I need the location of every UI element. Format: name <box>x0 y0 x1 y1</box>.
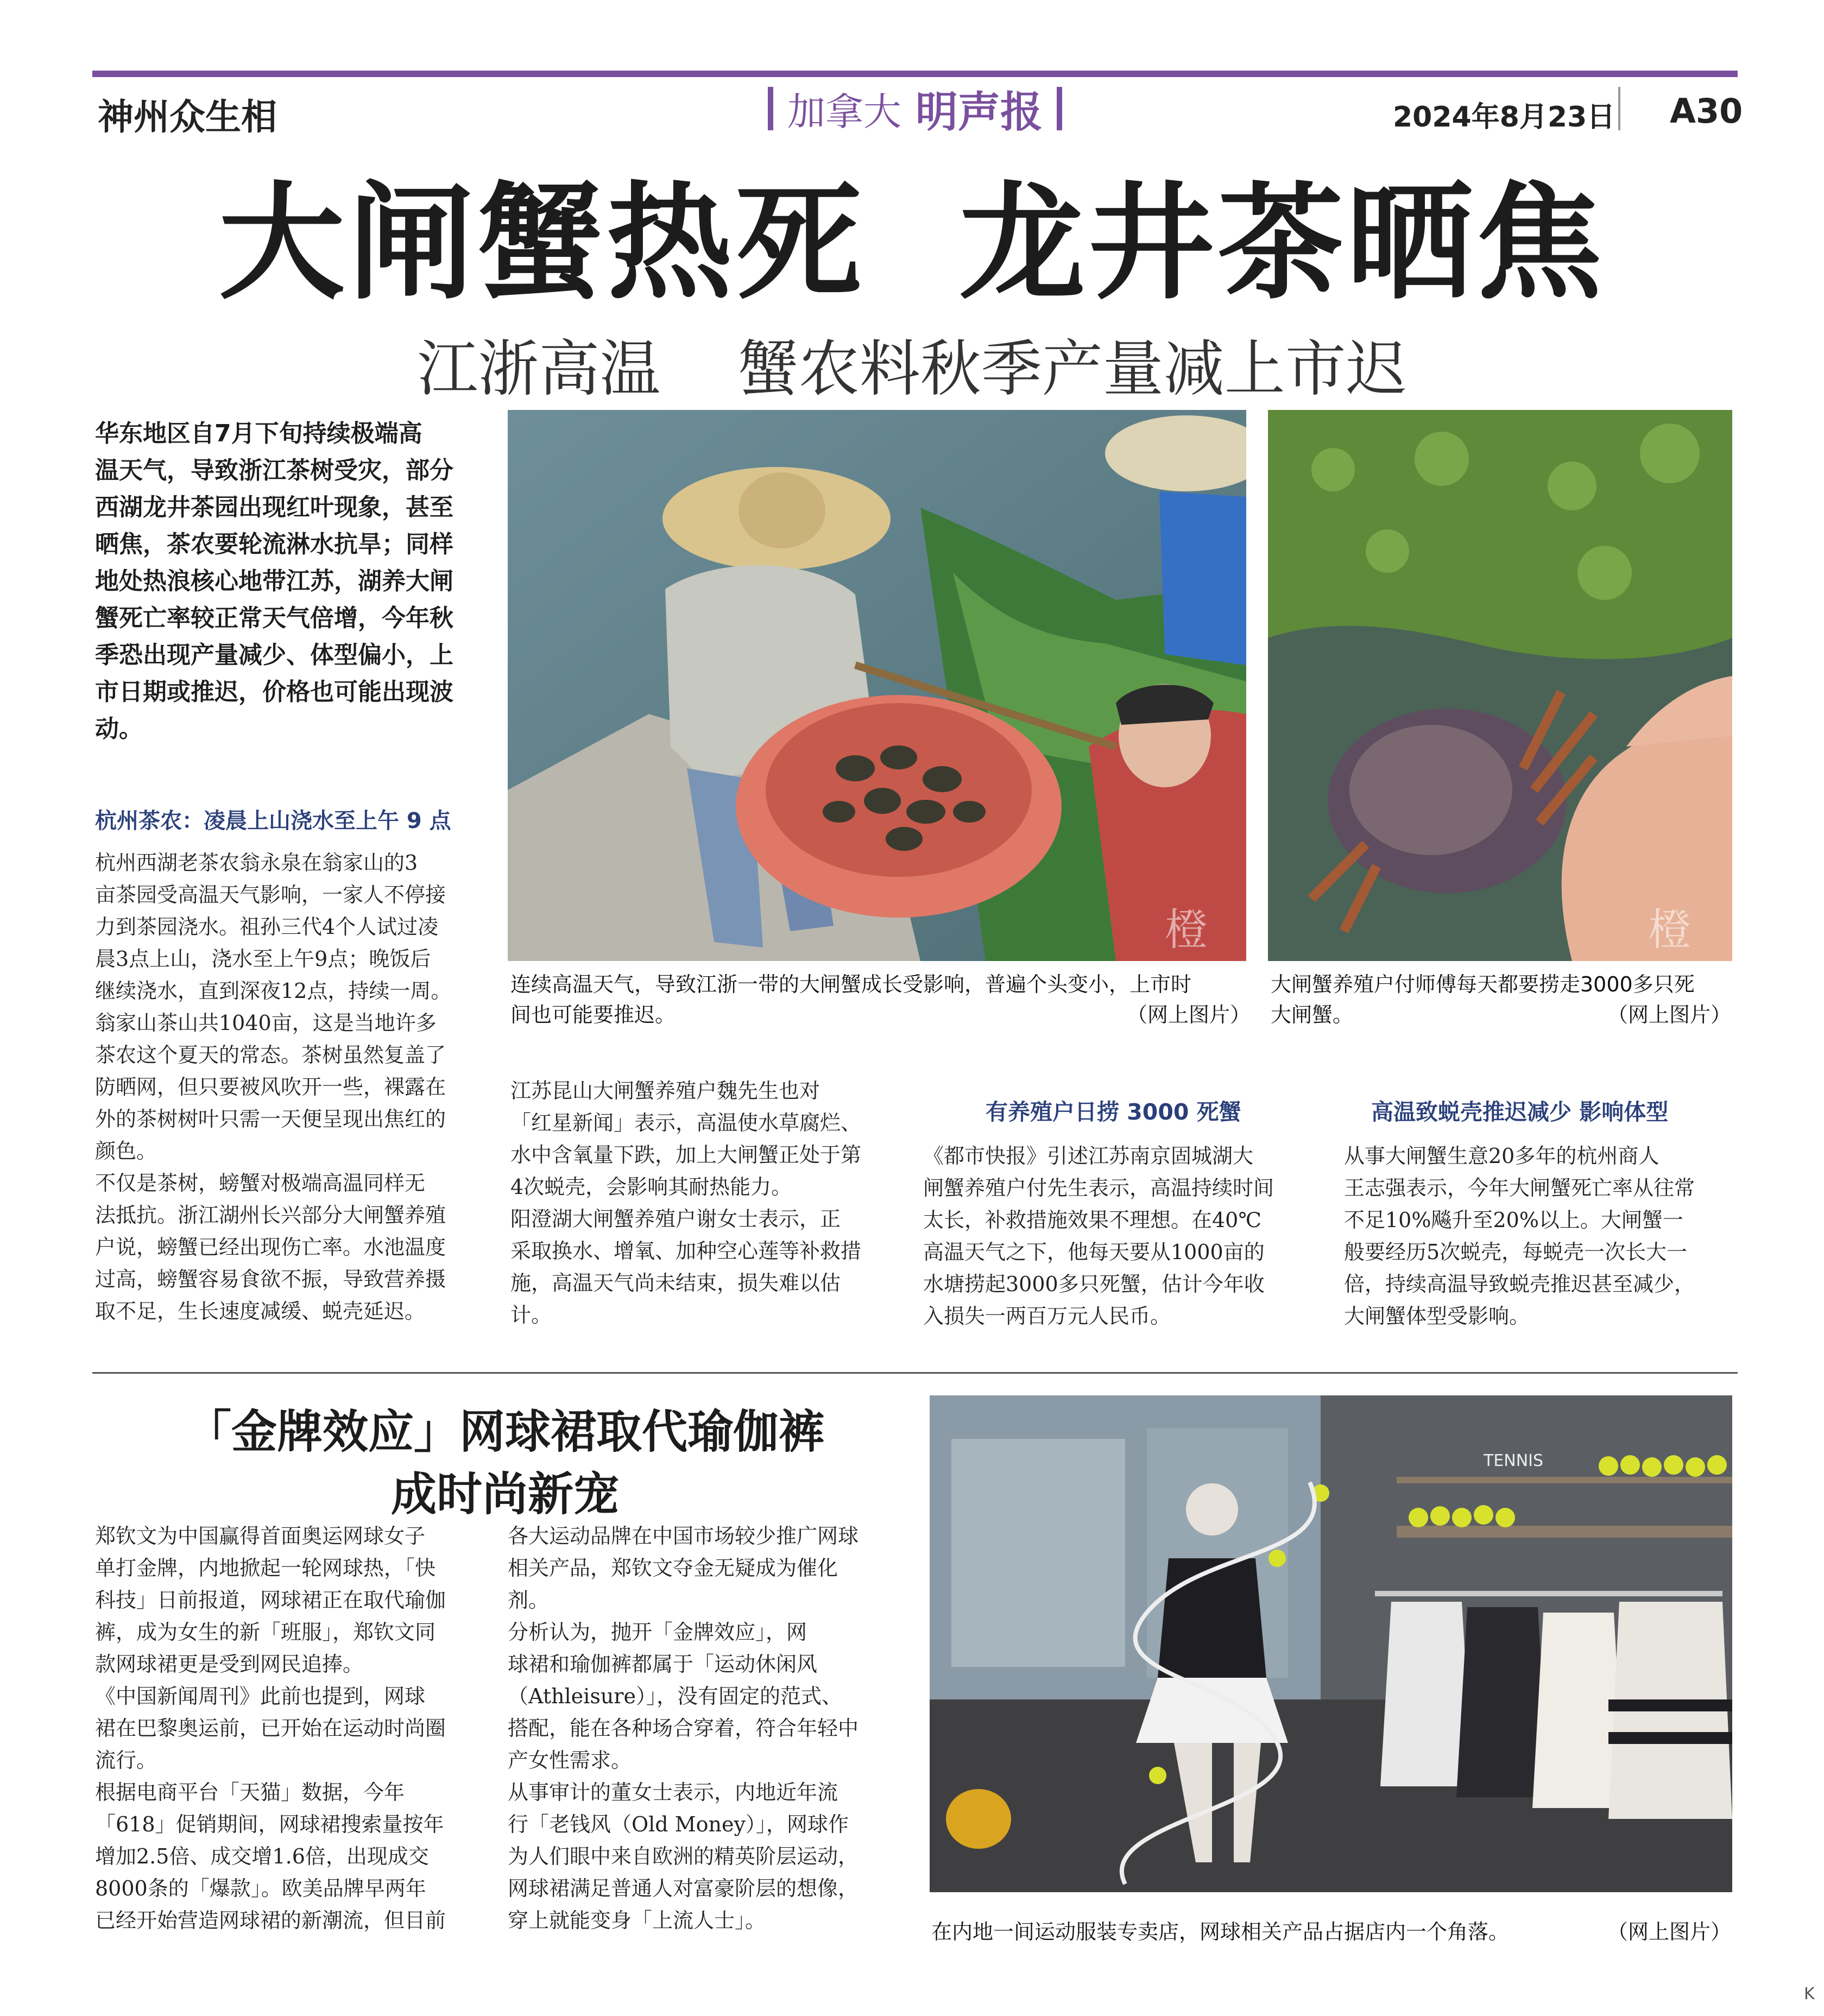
top-rule <box>92 71 1738 77</box>
masthead-prefix: 加拿大 <box>787 89 901 134</box>
photo3-credit: （网上图片） <box>1607 1920 1732 1944</box>
photo-crab-basket <box>508 410 1246 961</box>
masthead <box>739 81 1091 136</box>
svg-text:橙: 橙 <box>1648 905 1692 955</box>
photo2-credit: （网上图片） <box>1607 1003 1732 1027</box>
tennis-store-illustration <box>930 1395 1732 1892</box>
article2-headline-line2: 成时尚新宠 <box>390 1467 619 1521</box>
subhead-tea-farmer: 杭州茶农：凌晨上山浇水至上午 9 点 <box>95 808 451 833</box>
article2-col2-body: 各大运动品牌在中国市场较少推广网球 相关产品，郑钦文夺金无疑成为催化 剂。 分析认为，抛开「金牌效应」，网 球裙和瑜伽裤都属于「运动休闲风 （Athleisure）」，没有固定的范式、 搭配，能在各种场合穿着，符合年轻中 产女性需求。 从事审计的董女士表示，内地近年流 行「老钱风（Old Money）」，网球作 为人们眼中来自欧洲的精英阶层运动， 网球裙满足普通人对富豪阶层的想像， 穿上就能变身「上流人士」。 <box>508 1524 859 1932</box>
section-title: 神州众生相 <box>98 96 277 138</box>
mannequin-head <box>1186 1483 1238 1535</box>
photo1-credit: （网上图片） <box>1127 1003 1251 1027</box>
article1-col4-body: 从事大闸蟹生意20多年的杭州商人 王志强表示，今年大闸蟹死亡率从往常 不足10%飚升至20%以上。大闸蟹一 般要经历5次蜕壳，每蜕壳一次长大一 倍，持续高温导致蜕壳推迟甚至减少， 大闸蟹体型受影响。 <box>1344 1144 1695 1328</box>
article1-lead: 华东地区自7月下旬持续极端高 温天气，导致浙江茶树受灾，部分 西湖龙井茶园出现红叶现象，甚至 晒焦，茶农要轮流淋水抗旱；同样 地处热浪核心地带江苏，湖养大闸 蟹死亡率较正常天气倍增，今年秋 季恐出现产量减少、体型偏小，上 市日期或推迟，价格也可能出现波 动。 <box>95 420 453 743</box>
svg-text:TENNIS: TENNIS <box>1484 1451 1544 1470</box>
masthead-name: 明声报 <box>915 88 1043 137</box>
article1-deck: 江浙高温 蟹农料秋季产量减上市迟 <box>417 334 1407 405</box>
issue-date: 2024年8月23日 <box>1393 101 1615 134</box>
masthead-bar-right <box>1057 87 1062 130</box>
article1-col1-body: 杭州西湖老茶农翁永泉在翁家山的3 亩茶园受高温天气影响，一家人不停接 力到茶园浇水。祖孙三代4个人试过凌 晨3点上山，浇水至上午9点；晚饭后 继续浇水，直到深夜12点，持续一周。 翁家山茶山共1040亩，这是当地许多 茶农这个夏天的常态。茶树虽然复盖了 防晒网，但只要被风吹开一些，裸露在 外的茶树树叶只需一天便呈现出焦红的 颜色。 不仅是茶树，螃蟹对极端高温同样无 法抵抗。浙江湖州长兴部分大闸蟹养殖 户说，螃蟹已经出现伤亡率。水池温度 过高，螃蟹容易食欲不振，导致营养摄 取不足，生长速度减缓、蜕壳延迟。 <box>95 851 452 1323</box>
article1-col3-body: 《都市快报》引述江苏南京固城湖大 闸蟹养殖户付先生表示，高温持续时间 太长，补救措施效果不理想。在40℃ 高温天气之下，他每天要从1000亩的 水塘捞起3000多只死蟹，估计今年收 入损失一两百万元人民币。 <box>923 1144 1274 1328</box>
photo2-caption: 大闸蟹养殖户付师傅每天都要捞走3000多只死 大闸蟹。 <box>1271 972 1695 1027</box>
subhead-3000-crabs: 有养殖户日捞 3000 死蟹 <box>986 1099 1241 1125</box>
article1-headline: 大闸蟹热死 龙井茶晒焦 <box>218 170 1606 317</box>
page-number: A30 <box>1670 91 1743 131</box>
article2-col1-body: 郑钦文为中国赢得首面奥运网球女子 单打金牌，内地掀起一轮网球热，「快 科技」日前报道，网球裙正在取代瑜伽 裤，成为女生的新「班服」，郑钦文同 款网球裙更是受到网民追捧。 《中国新闻周刊》此前也提到，网球 裙在巴黎奥运前，已开始在运动时尚圈 流行。 根据电商平台「天猫」数据，今年 「618」促销期间，网球裙搜索量按年 增加2.5倍、成交增1.6倍，出现成交 8000条的「爆款」。欧美品牌早两年 已经开始营造网球裙的新潮流，但目前 <box>95 1524 446 1932</box>
crab-basket-illustration <box>508 410 1246 961</box>
section-divider <box>92 1372 1738 1374</box>
svg-text:橙: 橙 <box>1165 905 1208 955</box>
kettlebell <box>946 1789 1011 1849</box>
subhead-moulting: 高温致蜕壳推迟减少 影响体型 <box>1371 1099 1669 1125</box>
header-divider <box>1618 87 1620 130</box>
photo3-caption: 在内地一间运动服装专卖店，网球相关产品占据店内一个角落。 <box>931 1920 1510 1944</box>
masthead-bar-left <box>768 87 773 130</box>
photo1-caption: 连续高温天气，导致江浙一带的大闸蟹成长受影响，普遍个头变小，上市时 间也可能要推迟。 <box>510 972 1192 1027</box>
photo-tennis-store <box>930 1395 1732 1892</box>
corner-mark: K <box>1804 1985 1815 2004</box>
photo-crab-hand <box>1268 410 1732 961</box>
crab-hand-illustration <box>1268 410 1732 961</box>
article1-col2-body: 江苏昆山大闸蟹养殖户魏先生也对 「红星新闻」表示，高温使水草腐烂、 水中含氧量下跌，加上大闸蟹正处于第 4次蜕壳，会影响其耐热能力。 阳澄湖大闸蟹养殖户谢女士表示，正 采取换水、增氧、加种空心莲等补救措 施，高温天气尚未结束，损失难以估 计。 <box>510 1079 862 1327</box>
article2-headline-line1: 「金牌效应」网球裙取代瑜伽裤 <box>185 1405 824 1458</box>
